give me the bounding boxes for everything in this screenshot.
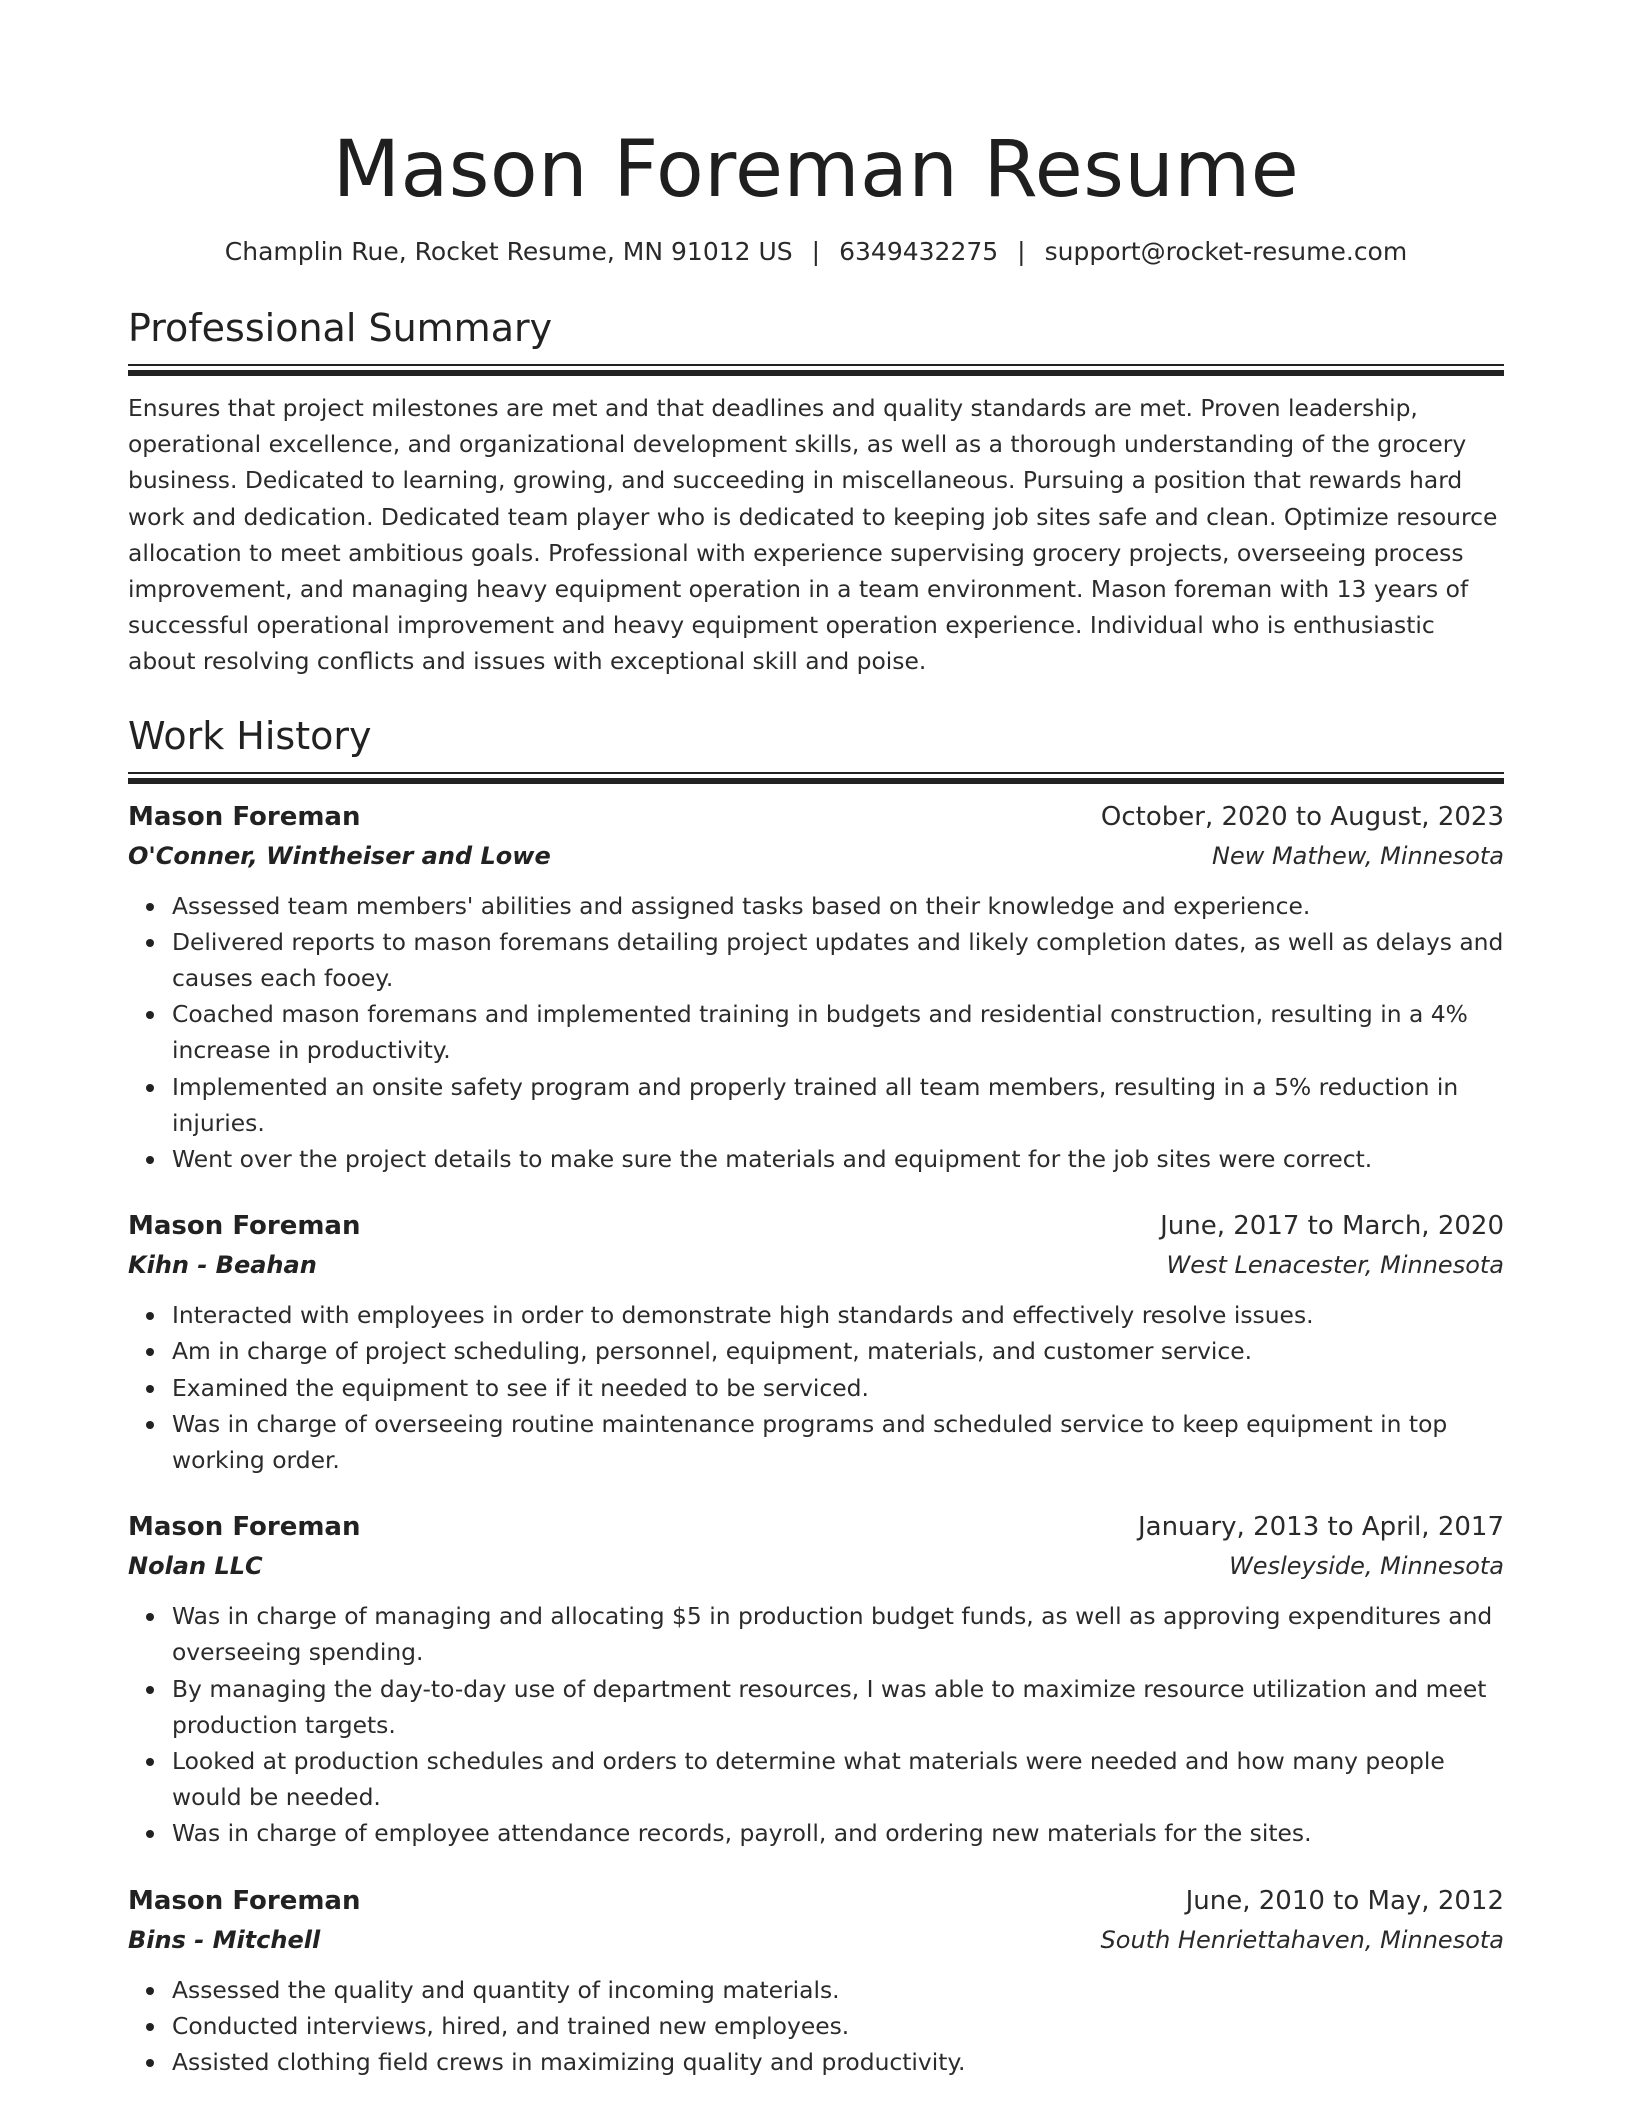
job-company: Nolan LLC <box>128 1552 263 1581</box>
job-title: Mason Foreman <box>128 1211 361 1242</box>
job-bullet: Assessed team members' abilities and assigned tasks based on their knowledge and experience. <box>172 888 1504 924</box>
job-header-row <box>128 1207 1504 1245</box>
job-bullet: Implemented an onsite safety program and properly trained all team members, resulting in a 5% reduction in injuries. <box>172 1069 1504 1141</box>
job-bullet: Assisted clothing field crews in maximizing quality and productivity. <box>172 2044 1504 2080</box>
section-divider <box>128 772 1504 784</box>
resume-title: Mason Foreman Resume <box>332 125 1300 215</box>
job-bullet-list <box>128 1972 1504 2081</box>
work-history-section <box>128 712 1504 2081</box>
job-entry <box>128 1882 1504 2081</box>
job-bullet-list <box>128 888 1504 1178</box>
job-company: O'Conner, Wintheiser and Lowe <box>128 841 551 870</box>
job-bullet: Assessed the quality and quantity of incoming materials. <box>172 1972 1504 2008</box>
job-subheader-row <box>128 1546 1504 1586</box>
job-header-row <box>128 1508 1504 1546</box>
job-company: Kihn - Beahan <box>128 1251 317 1280</box>
job-dates: June, 2010 to May, 2012 <box>1185 1885 1504 1916</box>
job-bullet-list <box>128 1598 1504 1851</box>
job-company: Bins - Mitchell <box>128 1925 321 1954</box>
contact-email[interactable]: support@rocket-resume.com <box>1044 237 1408 266</box>
contact-line <box>128 236 1504 268</box>
job-location: New Mathew, Minnesota <box>1212 841 1504 870</box>
job-bullet: Was in charge of employee attendance records, payroll, and ordering new materials for the sites. <box>172 1815 1504 1851</box>
resume-page <box>128 0 1504 2080</box>
job-location: Wesleyside, Minnesota <box>1229 1552 1504 1581</box>
section-divider <box>128 364 1504 376</box>
summary-text: Ensures that project milestones are met and that deadlines and quality standards are met. Proven leadership, operational excellence, and organizational development skills, as well as a thorough understanding of the grocery business. Dedicated to learning, growing, and succeeding in miscellaneous. Pursuing a position that rewards hard work and dedication. Dedicated team player who is dedicated to keeping job sites safe and clean. Optimize resource allocation to meet ambitious goals. Professional with experience supervising grocery projects, overseeing process improvement, and managing heavy equipment operation in a team environment. Mason foreman with 13 years of successful operational improvement and heavy equipment operation experience. Individual who is enthusiastic about resolving conflicts and issues with exceptional skill and poise. <box>128 394 1498 676</box>
job-bullet: Was in charge of overseeing routine maintenance programs and scheduled service to keep equipment in top working order. <box>172 1406 1504 1478</box>
job-title: Mason Foreman <box>128 1512 361 1543</box>
job-bullet: Examined the equipment to see if it needed to be serviced. <box>172 1370 1504 1406</box>
job-bullet: Am in charge of project scheduling, personnel, equipment, materials, and customer service. <box>172 1333 1504 1369</box>
job-bullet: Coached mason foremans and implemented training in budgets and residential construction, resulting in a 4% increase in productivity. <box>172 996 1504 1068</box>
job-bullet: Was in charge of managing and allocating $5 in production budget funds, as well as approving expenditures and overseeing spending. <box>172 1598 1504 1670</box>
job-bullet: Looked at production schedules and orders to determine what materials were needed and how many people would be needed. <box>172 1743 1504 1815</box>
job-bullet: Went over the project details to make sure the materials and equipment for the job sites were correct. <box>172 1141 1504 1177</box>
job-header-row <box>128 798 1504 836</box>
job-bullet: Interacted with employees in order to demonstrate high standards and effectively resolve issues. <box>172 1297 1504 1333</box>
contact-phone: 6349432275 <box>839 237 999 266</box>
job-title: Mason Foreman <box>128 801 361 832</box>
job-subheader-row <box>128 1920 1504 1960</box>
contact-address: Champlin Rue, Rocket Resume, MN 91012 US <box>224 237 793 266</box>
section-heading: Work History <box>128 713 372 758</box>
job-entry <box>128 1508 1504 1851</box>
job-subheader-row <box>128 1245 1504 1285</box>
job-entry <box>128 1207 1504 1478</box>
job-bullet: Conducted interviews, hired, and trained new employees. <box>172 2008 1504 2044</box>
section-heading: Professional Summary <box>128 306 553 350</box>
job-entry <box>128 798 1504 1178</box>
job-dates: June, 2017 to March, 2020 <box>1160 1211 1504 1242</box>
job-dates: January, 2013 to April, 2017 <box>1137 1512 1504 1543</box>
contact-separator: | <box>811 237 821 266</box>
professional-summary-section <box>128 304 1504 680</box>
job-bullet: Delivered reports to mason foremans detailing project updates and likely completion dates, as well as delays and causes each fooey. <box>172 924 1504 996</box>
contact-separator: | <box>1017 237 1026 266</box>
job-bullet-list <box>128 1297 1504 1478</box>
job-header-row <box>128 1882 1504 1920</box>
job-dates: October, 2020 to August, 2023 <box>1100 801 1504 832</box>
job-title: Mason Foreman <box>128 1885 361 1916</box>
job-subheader-row <box>128 836 1504 876</box>
job-location: South Henriettahaven, Minnesota <box>1100 1925 1504 1954</box>
job-bullet: By managing the day-to-day use of department resources, I was able to maximize resource utilization and meet production targets. <box>172 1671 1504 1743</box>
job-location: West Lenacester, Minnesota <box>1166 1251 1504 1280</box>
